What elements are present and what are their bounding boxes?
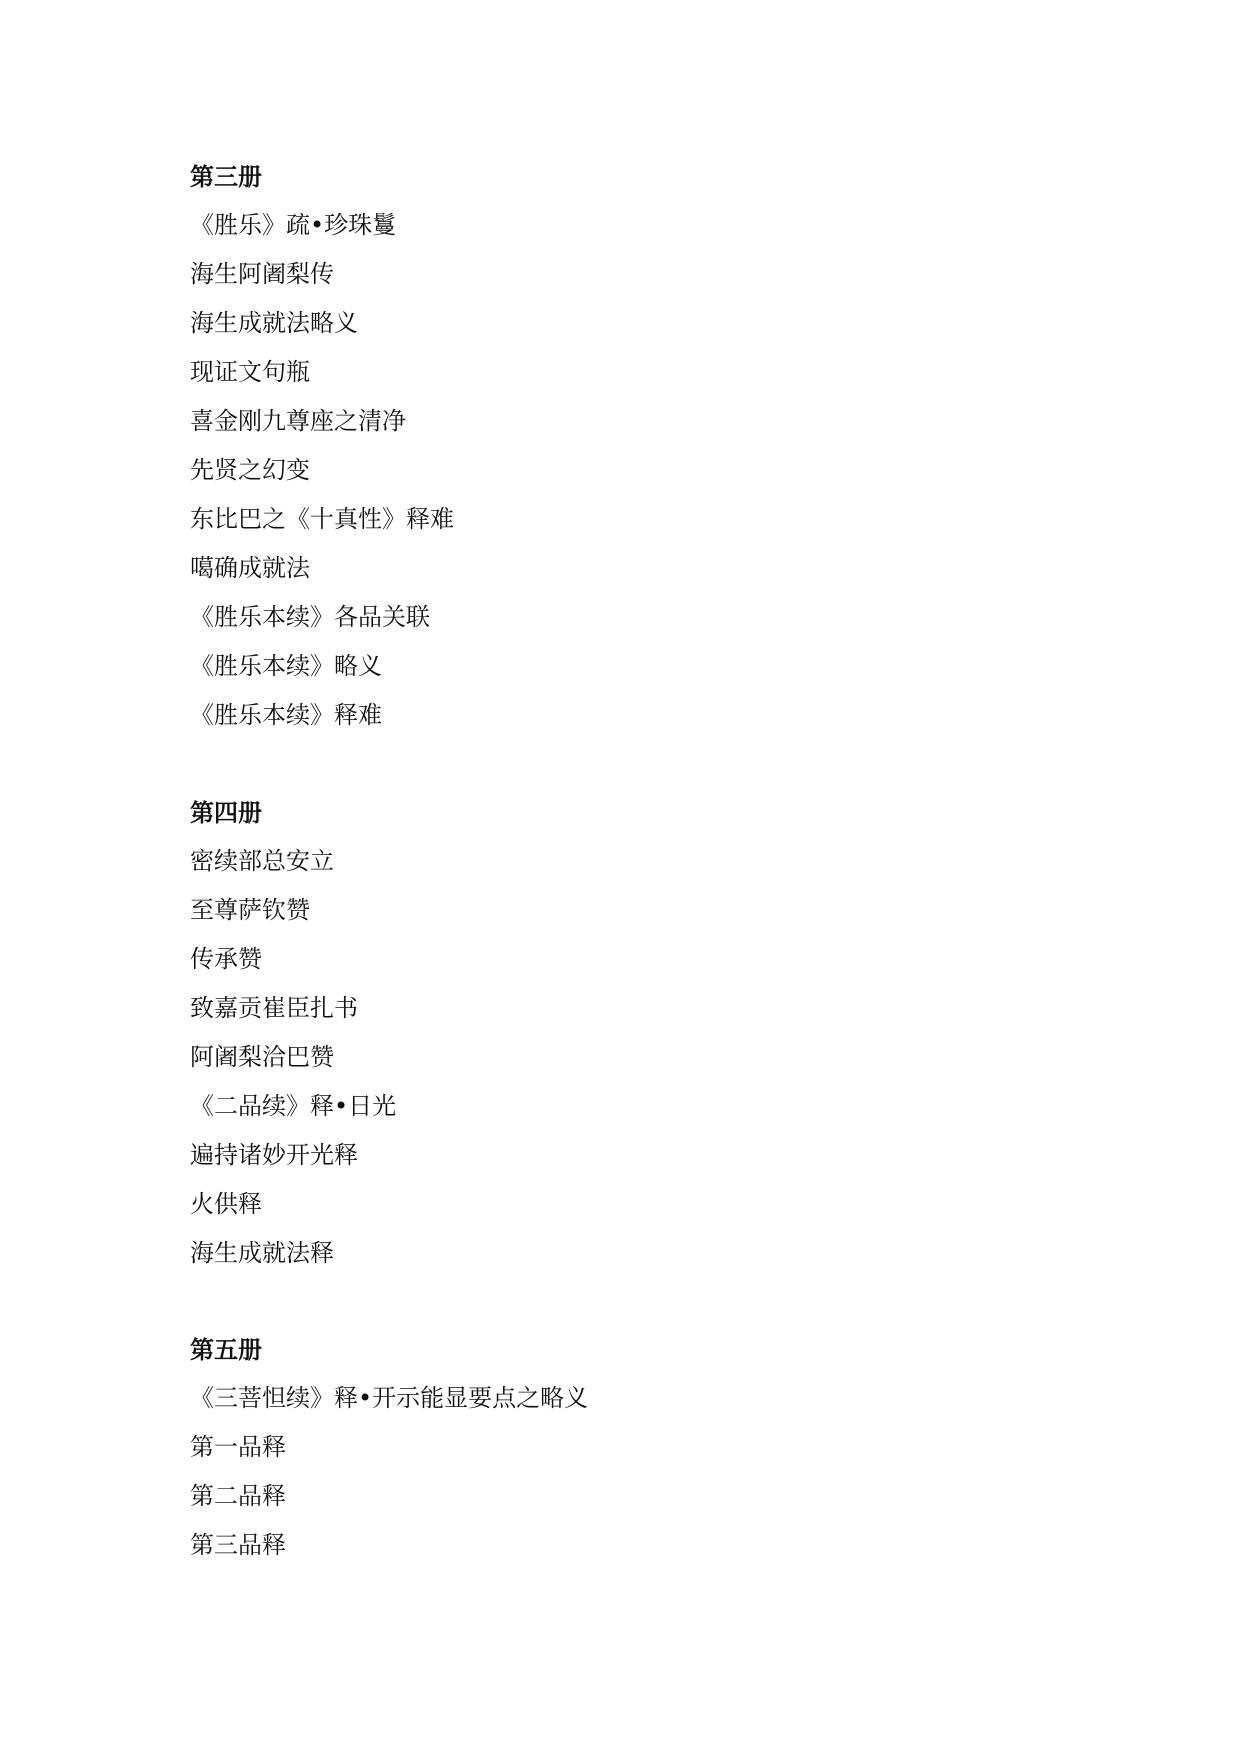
- entry-list: [190, 1374, 1090, 1570]
- list-item: 海生阿阇梨传: [190, 260, 334, 288]
- list-item: 第一品释: [190, 1433, 286, 1461]
- list-item: 至尊萨钦赞: [190, 896, 310, 924]
- list-item: 现证文句瓶: [190, 358, 310, 386]
- entry-list: [190, 201, 1090, 740]
- list-item: 先贤之幻变: [190, 456, 310, 484]
- list-item: 噶确成就法: [190, 554, 310, 582]
- list-item: 传承赞: [190, 945, 262, 973]
- list-item: 喜金刚九尊座之清净: [190, 407, 406, 435]
- list-item: 《胜乐》疏•珍珠鬘: [190, 211, 397, 239]
- section-title: 第五册: [190, 1335, 262, 1364]
- list-item: 《胜乐本续》各品关联: [190, 603, 430, 631]
- list-item: 遍持诸妙开光释: [190, 1141, 358, 1169]
- list-item: 火供释: [190, 1190, 262, 1218]
- list-item: 《胜乐本续》释难: [190, 701, 382, 729]
- list-item: 《二品续》释•日光: [190, 1092, 397, 1120]
- list-item: 海生成就法略义: [190, 309, 358, 337]
- entry-list: [190, 837, 1090, 1278]
- list-item: 第二品释: [190, 1482, 286, 1510]
- list-item: 海生成就法释: [190, 1239, 334, 1267]
- section-volume-4: [190, 788, 1090, 1278]
- section-volume-5: [190, 1325, 1090, 1570]
- list-item: 《胜乐本续》略义: [190, 652, 382, 680]
- list-item: 致嘉贡崔臣扎书: [190, 994, 358, 1022]
- list-item: 第三品释: [190, 1531, 286, 1559]
- list-item: 《三菩怛续》释•开示能显要点之略义: [190, 1384, 589, 1412]
- list-item: 阿阇梨洽巴赞: [190, 1043, 334, 1071]
- section-volume-3: [190, 152, 1090, 740]
- section-title: 第四册: [190, 798, 262, 827]
- list-item: 密续部总安立: [190, 847, 334, 875]
- section-title: 第三册: [190, 162, 262, 191]
- list-item: 东比巴之《十真性》释难: [190, 505, 454, 533]
